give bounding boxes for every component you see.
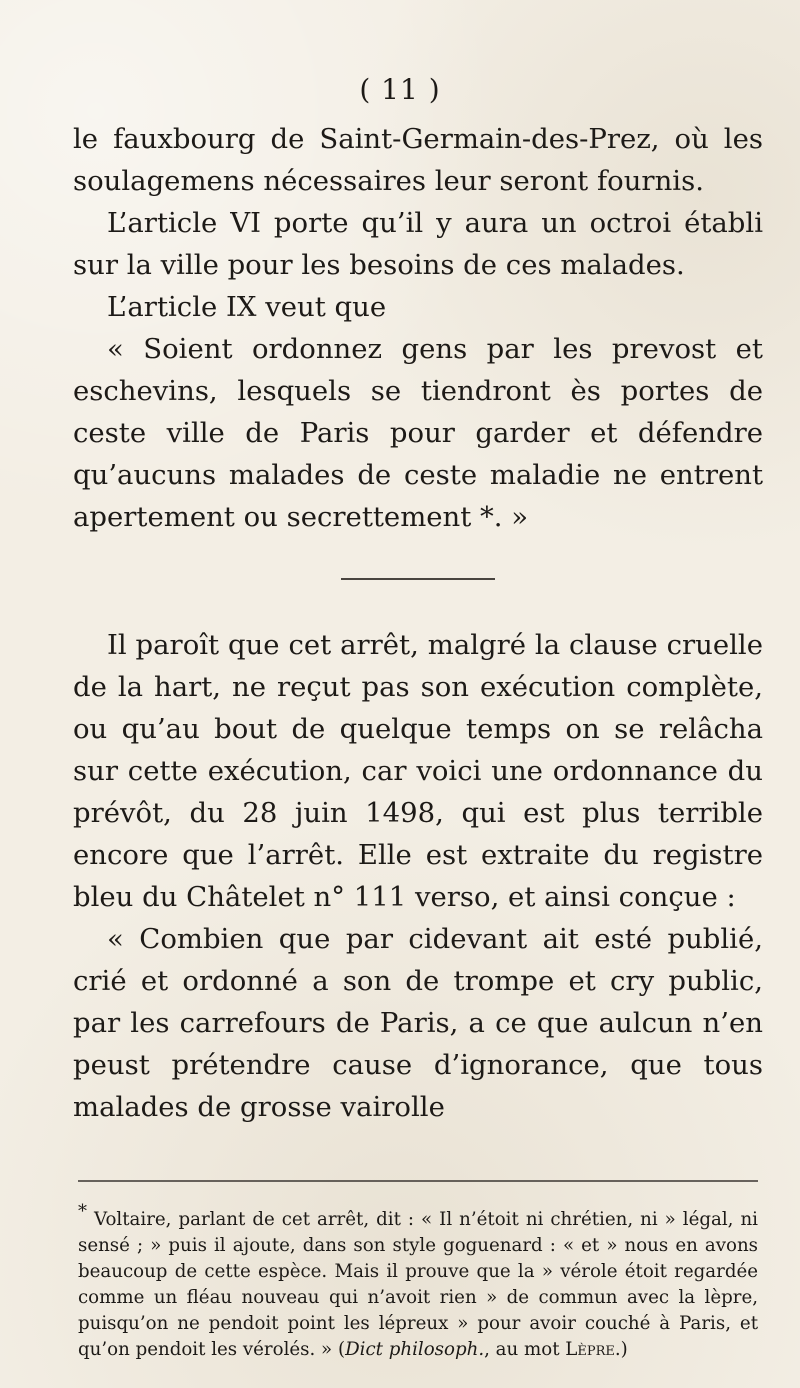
footnote-text-part-3: .) xyxy=(614,1339,628,1360)
section-divider xyxy=(341,578,495,580)
paragraph-3: L’article IX veut que xyxy=(107,291,387,323)
page-number: ( 11 ) xyxy=(359,73,441,106)
paragraph-2: L’article VI porte qu’il y aura un octroi établi sur la ville pour les besoins de ces malades. xyxy=(73,207,763,281)
footnote-text-part-1: Voltaire, parlant de cet arrêt, dit : « Il n’étoit ni chrétien, ni » légal, ni sensé ; » puis il ajoute, dans son style goguenard : « et » nous en avons beaucoup de cette espèce. Mais il prouve que la » vérole étoit regardée comme un fléau nouveau qui n’avoit rien » de commun avec la lèpre, puisqu’on ne pendoit point les lépreux » pour avoir couché à Paris, et qu’on pendoit les vérolés. » ( xyxy=(78,1209,758,1360)
footnote-marker: * xyxy=(78,1201,87,1222)
paragraph-4: Il paroît que cet arrêt, malgré la clause cruelle de la hart, ne reçut pas son exécution complète, ou qu’au bout de quelque temps on se relâcha sur cette exécution, car voici une ordonnance du prévôt, du 28 juin 1498, qui est plus terrible encore que l’arrêt. Elle est extraite du registre bleu du Châtelet n° 111 verso, et ainsi conçue : xyxy=(73,629,763,913)
footnote-keyword: Lèpre xyxy=(565,1339,615,1360)
footnote-divider xyxy=(78,1180,758,1182)
paragraph-5: « Combien que par cidevant ait esté publié, crié et ordonné a son de trompe et cry public, par les carrefours de Paris, a ce que aulcun n’en peust prétendre cause d’ignorance, que tous malades de grosse vairolle xyxy=(73,923,763,1123)
footnote-block xyxy=(78,1201,758,1363)
quote-paragraph: « Soient ordonnez gens par les prevost et eschevins, lesquels se tiendront ès portes de ceste ville de Paris pour garder et défendre qu’aucuns malades de ceste maladie ne entrent apertement ou secrettement *. » xyxy=(73,333,763,533)
paragraph-1: le fauxbourg de Saint-Germain-des-Prez, où les soulagemens nécessaires leur seront fournis. xyxy=(73,123,763,197)
footnote-source: Dict philosoph. xyxy=(345,1339,485,1360)
footnote-text-part-2: , au mot xyxy=(484,1339,566,1360)
main-text-block xyxy=(73,118,763,1128)
footnote-paragraph xyxy=(78,1201,758,1363)
